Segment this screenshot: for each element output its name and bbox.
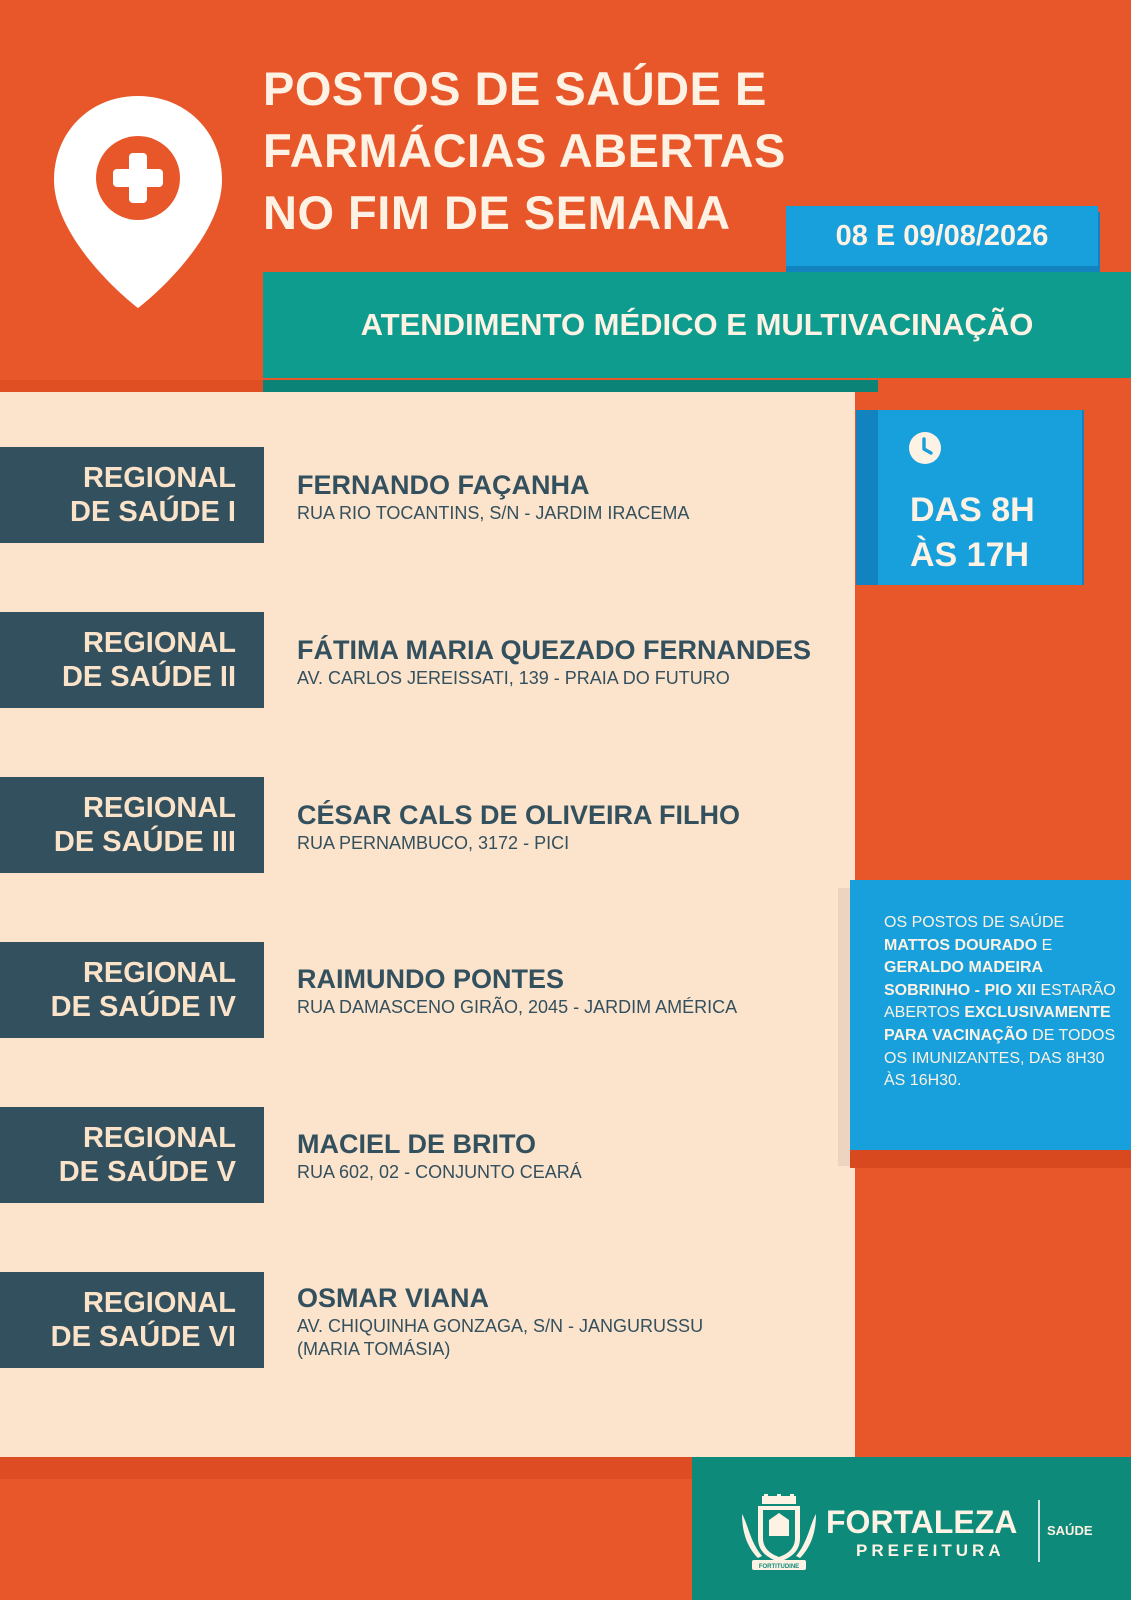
brand-divider — [1038, 1500, 1040, 1562]
page-title — [263, 58, 823, 244]
date-badge: 08 E 09/08/2026 — [786, 206, 1098, 266]
city-crest-icon — [738, 1494, 820, 1572]
regional-badge-number: DE SAÚDE I — [70, 496, 236, 528]
note-highlight-2: GERALDO MADEIRA SOBRINHO - PIO XII — [884, 959, 1043, 999]
service-banner-text: ATENDIMENTO MÉDICO E MULTIVACINAÇÃO — [360, 307, 1034, 342]
regional-badge-4 — [0, 942, 264, 1038]
unit-name: RAIMUNDO PONTES — [297, 964, 565, 994]
banner-bottom-edge — [263, 380, 878, 392]
regional-badge-number: DE SAÚDE VI — [50, 1321, 236, 1353]
service-banner — [263, 272, 1131, 378]
unit-address-complement: (MARIA TOMÁSIA) — [297, 1339, 451, 1359]
regional-badge-label: REGIONAL — [82, 792, 236, 824]
regional-badge-label: REGIONAL — [82, 1287, 236, 1319]
note-text-1: OS POSTOS DE SAÚDE — [884, 914, 1065, 931]
regional-badge-number: DE SAÚDE IV — [50, 991, 236, 1023]
regional-badge-3 — [0, 777, 264, 873]
note-text-2: E — [1037, 936, 1053, 954]
clock-icon — [909, 432, 941, 464]
brand-subtitle: PREFEITURA — [856, 1541, 1005, 1560]
regional-badge-number: DE SAÚDE III — [53, 826, 236, 858]
hours-line-1: DAS 8H — [910, 491, 1035, 529]
note-highlight-1: MATTOS DOURADO — [884, 936, 1038, 954]
regional-badge-6 — [0, 1272, 264, 1368]
note-text-4: DE TODOS OS IMUNIZANTES, DAS 8H30 ÀS 16H30. — [884, 1026, 1116, 1090]
title-line-3: NO FIM DE SEMANA — [263, 186, 731, 239]
unit-name: OSMAR VIANA — [297, 1283, 490, 1313]
regional-badge-label: REGIONAL — [82, 462, 236, 494]
unit-address: AV. CARLOS JEREISSATI, 139 - PRAIA DO FUTURO — [297, 668, 730, 688]
regional-badge-2 — [0, 612, 264, 708]
note-text-3: ESTARÃO ABERTOS — [884, 981, 1116, 1022]
vaccination-note — [850, 880, 1131, 1150]
regional-badge-label: REGIONAL — [82, 1122, 236, 1154]
regional-badge-label: REGIONAL — [82, 627, 236, 659]
title-line-2: FARMÁCIAS ABERTAS — [263, 124, 786, 177]
title-line-1: POSTOS DE SAÚDE E — [263, 62, 767, 115]
unit-address: RUA DAMASCENO GIRÃO, 2045 - JARDIM AMÉRICA — [297, 997, 738, 1017]
regional-badge-number: DE SAÚDE V — [58, 1156, 236, 1188]
unit-name: CÉSAR CALS DE OLIVEIRA FILHO — [297, 800, 741, 830]
hours-line-2: ÀS 17H — [910, 536, 1030, 574]
regional-badge-number: DE SAÚDE II — [61, 661, 236, 693]
unit-name: FERNANDO FAÇANHA — [297, 470, 590, 500]
unit-name: MACIEL DE BRITO — [297, 1129, 537, 1159]
location-pin-plus-icon — [52, 92, 224, 312]
unit-name: FÁTIMA MARIA QUEZADO FERNANDES — [297, 635, 811, 665]
unit-address: AV. CHIQUINHA GONZAGA, S/N - JANGURUSSU — [297, 1316, 704, 1336]
unit-address: RUA PERNAMBUCO, 3172 - PICI — [297, 833, 570, 853]
regional-badge-1 — [0, 447, 264, 543]
unit-address: RUA 602, 02 - CONJUNTO CEARÁ — [297, 1162, 582, 1182]
regional-badge-5 — [0, 1107, 264, 1203]
crest-motto: FORTITUDINE — [758, 1564, 800, 1570]
unit-address: RUA RIO TOCANTINS, S/N - JARDIM IRACEMA — [297, 503, 690, 523]
note-highlight-3: EXCLUSIVAMENTE PARA VACINAÇÃO — [884, 1004, 1111, 1044]
footer-edge — [0, 1457, 692, 1479]
regional-badge-label: REGIONAL — [82, 957, 236, 989]
brand-department: SAÚDE — [1047, 1523, 1093, 1538]
note-box-bottom-edge — [850, 1150, 1131, 1168]
brand-name: FORTALEZA — [826, 1504, 1018, 1540]
